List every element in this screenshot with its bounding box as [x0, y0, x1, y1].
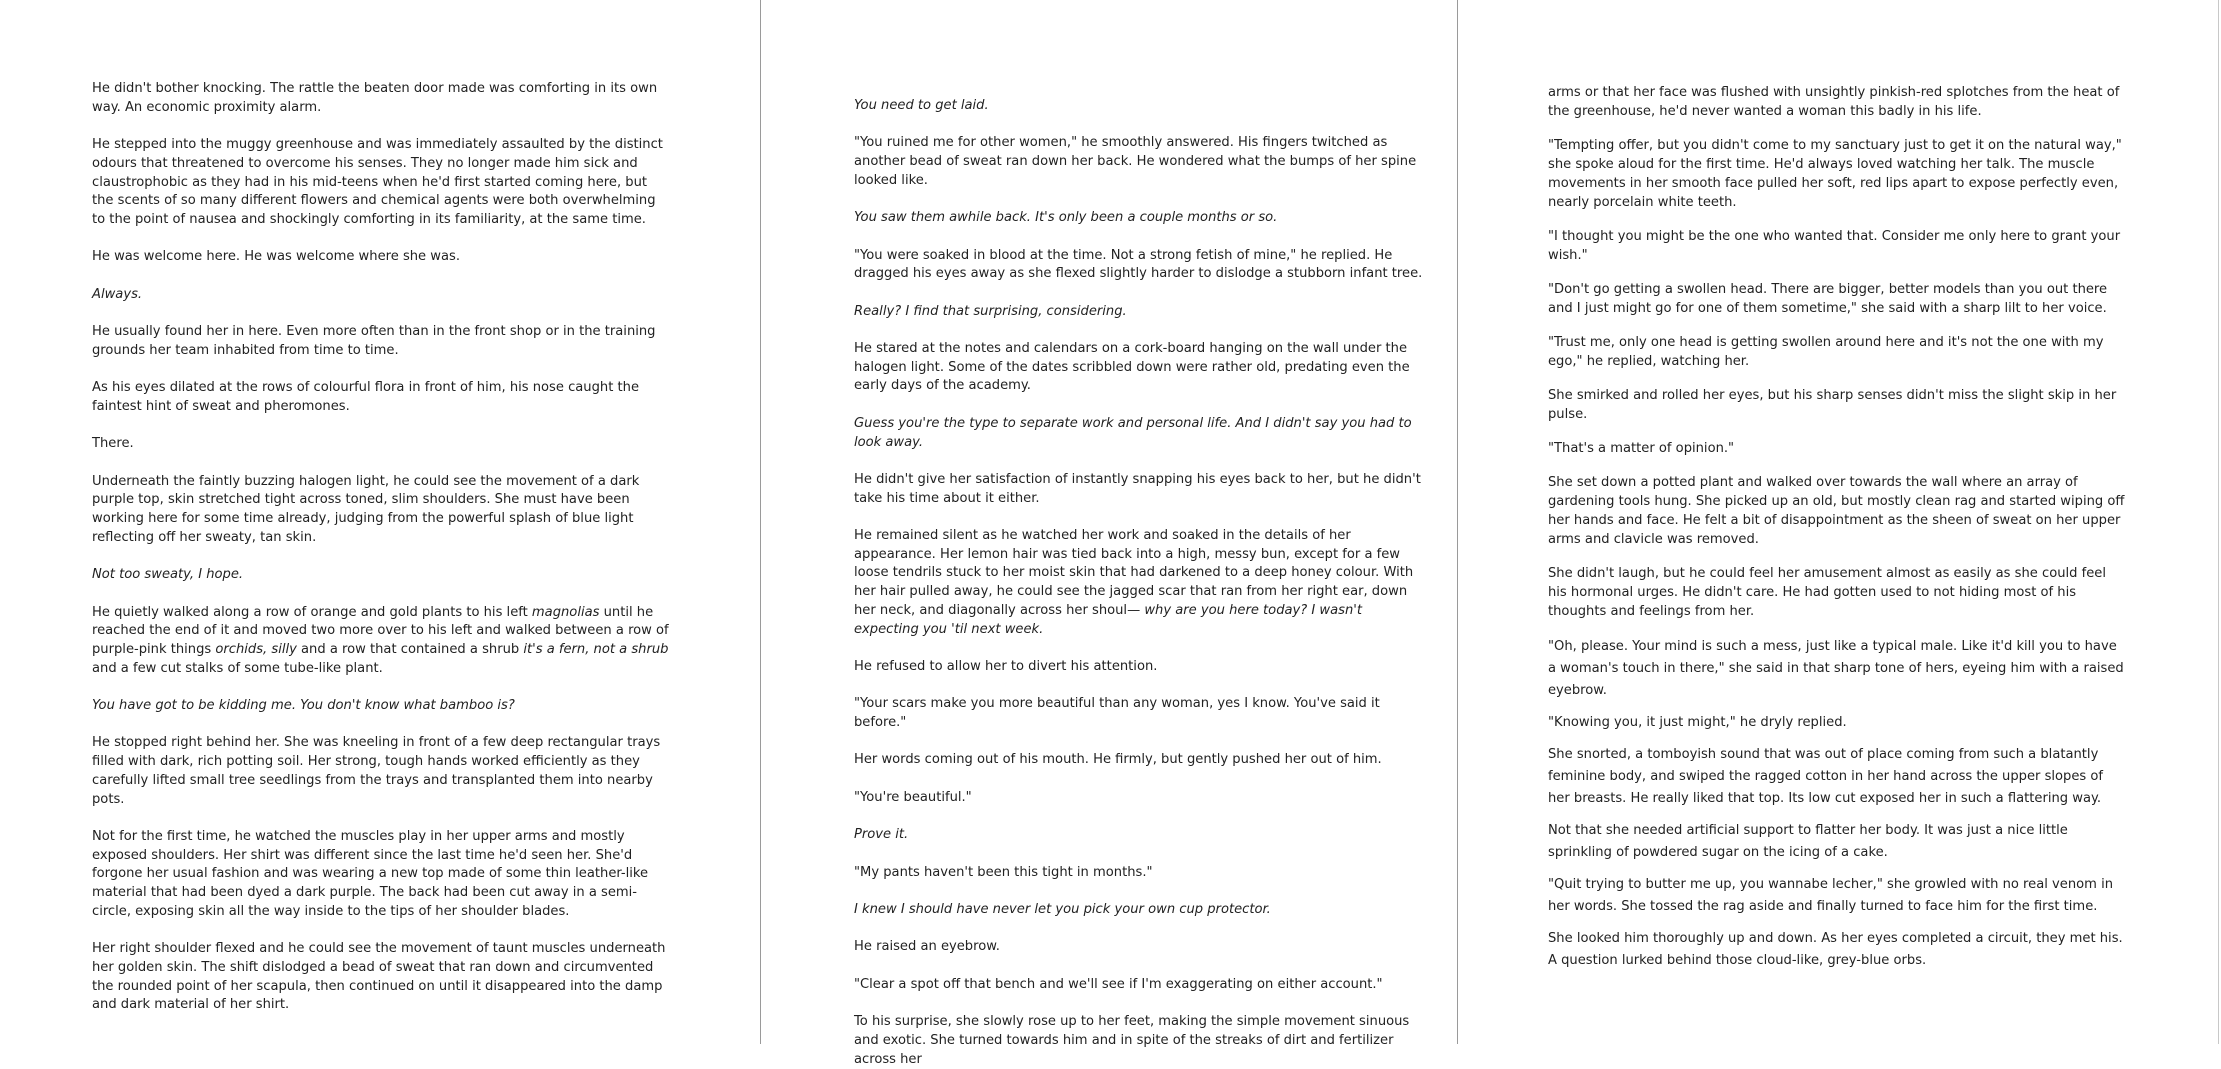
paragraph: "I thought you might be the one who wanted that. Consider me only here to grant your wish." — [1548, 229, 2121, 263]
paragraph-thought: Really? I find that surprising, considering. — [854, 303, 1127, 319]
paragraph: She snorted, a tomboyish sound that was out of place coming from such a blatantly feminine body, and swiped the ragged cotton in her hand across the upper slopes of her breasts. He really liked that top. Its low cut exposed her in such a flattering way. — [1548, 747, 2104, 806]
paragraph-thought: You saw them awhile back. It's only been a couple months or so. — [854, 210, 1278, 226]
paragraph: "My pants haven't been this tight in months." — [854, 864, 1153, 880]
page-1 — [0, 0, 760, 1044]
page-3 — [1458, 0, 2221, 1044]
paragraph-thought: Prove it. — [854, 827, 909, 843]
paragraph-thought: Not too sweaty, I hope. — [92, 567, 244, 583]
paragraph-thought: You have got to be kidding me. You don't know what bamboo is? — [92, 698, 515, 714]
paragraph: She didn't laugh, but he could feel her amusement almost as easily as she could feel his hormonal urges. He didn't care. He had gotten used to not hiding most of his thoughts and feelings from her. — [1548, 566, 2106, 619]
page-1-text — [92, 80, 672, 1015]
paragraph: He stepped into the muggy greenhouse and was immediately assaulted by the distinct odours that threatened to overcome his senses. They no longer made him sick and claustrophobic as they had in his mid-teens when he'd first started coming here, but the scents of so many different flowers and chemical agents were both overwhelming to the point of nausea and shockingly comforting in its familiarity, at the same time. — [92, 137, 663, 227]
paragraph: As his eyes dilated at the rows of colourful flora in front of him, his nose caught the faintest hint of sweat and pheromones. — [92, 380, 640, 414]
paragraph: She set down a potted plant and walked over towards the wall where an array of gardening tools hung. She picked up an old, but mostly clean rag and started wiping off her hands and face. He felt a bit of disappointment as the sheen of sweat on her upper arms and clavicle was removed. — [1548, 475, 2125, 547]
paragraph: Underneath the faintly buzzing halogen light, he could see the movement of a dark purple top, skin stretched tight across toned, slim shoulders. She must have been working here for some time already, judging from the powerful splash of blue light reflecting off her sweaty, tan skin. — [92, 473, 640, 545]
paragraph: Not that she needed artificial support to flatter her body. It was just a nice little sprinkling of powdered sugar on the icing of a cake. — [1548, 823, 2068, 860]
paragraph: He stopped right behind her. She was kneeling in front of a few deep rectangular trays filled with dark, rich potting soil. Her strong, tough hands worked efficiently as they carefully lifted small tree seedlings from the trays and transplanted them into nearby pots. — [92, 735, 661, 807]
paragraph: He refused to allow her to divert his attention. — [854, 658, 1158, 674]
paragraph-thought: You need to get laid. — [854, 98, 989, 113]
paragraph: "That's a matter of opinion." — [1548, 441, 1735, 456]
paragraph: Her right shoulder flexed and he could see the movement of taunt muscles underneath her golden skin. The shift dislodged a bead of sweat that ran down and circumvented the rounded point of her scapula, then continued on until it disappeared into the damp and dark material of her shirt. — [92, 941, 666, 1013]
paragraph: "Clear a spot off that bench and we'll see if I'm exaggerating on either account." — [854, 976, 1383, 992]
page-2-text — [854, 97, 1424, 1069]
paragraph: "You were soaked in blood at the time. Not a strong fetish of mine," he replied. He dragged his eyes away as she flexed slightly harder to dislodge a stubborn infant tree. — [854, 247, 1423, 282]
paragraph: He didn't bother knocking. The rattle the beaten door made was comforting in its own way. An economic proximity alarm. — [92, 81, 658, 115]
paragraph: Her words coming out of his mouth. He firmly, but gently pushed her out of him. — [854, 752, 1382, 768]
paragraph: "Knowing you, it just might," he dryly replied. — [1548, 715, 1847, 730]
paragraph: He quietly walked along a row of orange and gold plants to his left magnolias until he reached the end of it and moved two more over to his left and walked between a row of purple-pink things orchids, silly and a row that contained a shrub it's a fern, not a shrub and a few cut stalks of some tube-like plant. — [92, 604, 669, 676]
paragraph: She smirked and rolled her eyes, but his sharp senses didn't miss the slight skip in her pulse. — [1548, 388, 2117, 422]
page-3-text — [1548, 83, 2128, 972]
paragraph: To his surprise, she slowly rose up to her feet, making the simple movement sinuous and exotic. She turned towards him and in spite of the streaks of dirt and fertilizer across her — [854, 1014, 1410, 1067]
page-2 — [761, 0, 1457, 1067]
paragraph: He remained silent as he watched her work and soaked in the details of her appearance. Her lemon hair was tied back into a high, messy bun, except for a few loose tendrils stuck to her moist skin that had darkened to a deep honey colour. With her hair pulled away, he could see the jagged scar that ran from her right ear, down her neck, and diagonally across her shoul— why are you here today? I wasn't expecting you 'til next week. — [854, 528, 1414, 637]
paragraph: "You're beautiful." — [854, 789, 972, 805]
page-edge — [2218, 0, 2219, 1044]
paragraph: "Oh, please. Your mind is such a mess, just like a typical male. Like it'd kill you to have a woman's touch in there," she said in that sharp tone of hers, eyeing him with a raised eyebrow. — [1548, 639, 2124, 698]
paragraph-thought: Guess you're the type to separate work and personal life. And I didn't say you had to look away. — [854, 415, 1412, 450]
paragraph: He usually found her in here. Even more often than in the front shop or in the training grounds her team inhabited from time to time. — [92, 324, 656, 358]
paragraph: He stared at the notes and calendars on a cork-board hanging on the wall under the halogen light. Some of the dates scribbled down were rather old, predating even the early days of the academy. — [854, 341, 1410, 394]
paragraph-thought: Always. — [92, 286, 143, 302]
paragraph: arms or that her face was flushed with unsightly pinkish-red splotches from the heat of the greenhouse, he'd never wanted a woman this badly in his life. — [1548, 85, 2120, 119]
paragraph: "You ruined me for other women," he smoothly answered. His fingers twitched as another bead of sweat ran down her back. He wondered what the bumps of her spine looked like. — [854, 135, 1417, 188]
paragraph: "Quit trying to butter me up, you wannabe lecher," she growled with no real venom in her words. She tossed the rag aside and finally turned to face him for the first time. — [1548, 877, 2114, 914]
paragraph: Not for the first time, he watched the muscles play in her upper arms and mostly exposed shoulders. Her shirt was different since the last time he'd seen her. She'd forgone her usual fashion and was wearing a new top made of some thin leather-like material that had been dyed a dark purple. The back had been cut away in a semi-circle, exposing skin all the way inside to the tips of her shoulder blades. — [92, 828, 649, 919]
paragraph: There. — [92, 436, 134, 452]
paragraph: "Don't go getting a swollen head. There are bigger, better models than you out there and I just might go for one of them sometime," she said with a sharp lilt to her voice. — [1548, 282, 2108, 316]
paragraph: He didn't give her satisfaction of instantly snapping his eyes back to her, but he didn't take his time about it either. — [854, 471, 1421, 506]
paragraph-thought: I knew I should have never let you pick your own cup protector. — [854, 902, 1271, 917]
paragraph: She looked him thoroughly up and down. As her eyes completed a circuit, they met his. A question lurked behind those cloud-like, grey-blue orbs. — [1548, 931, 2123, 968]
paragraph: "Trust me, only one head is getting swollen around here and it's not the one with my ego," he replied, watching her. — [1548, 335, 2104, 369]
paragraph: "Your scars make you more beautiful than any woman, yes I know. You've said it before." — [854, 696, 1380, 731]
paragraph: He was welcome here. He was welcome where she was. — [92, 249, 460, 265]
paragraph: "Tempting offer, but you didn't come to my sanctuary just to get it on the natural way," she spoke aloud for the first time. He'd always loved watching her talk. The muscle movements in her smooth face pulled her soft, red lips apart to expose perfectly even, nearly porcelain white teeth. — [1548, 138, 2122, 210]
paragraph: He raised an eyebrow. — [854, 939, 1000, 955]
